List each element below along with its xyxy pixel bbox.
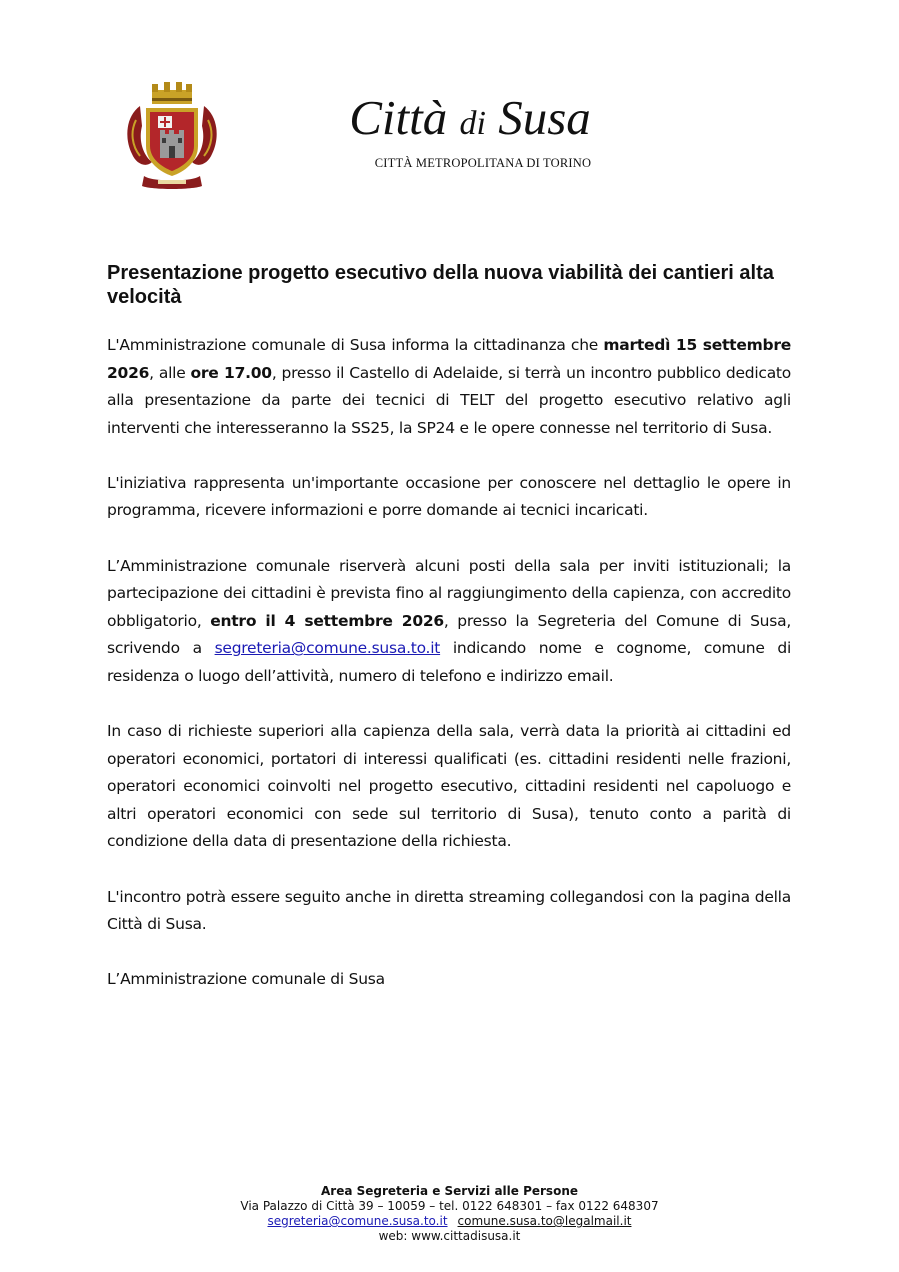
event-time: ore 17.00 [190, 363, 272, 382]
p3-text-1: L’Amministrazione comunale riserverà alcuni posti della sala per inviti istituzionali; la partecipazione dei cittadini è prevista fino al raggiungimento della capienza, con accredito obbligatorio, [107, 556, 791, 630]
p1-text-2: , alle [149, 363, 191, 382]
footer-email-segreteria[interactable]: segreteria@comune.susa.to.it [267, 1214, 448, 1228]
coat-of-arms-icon [122, 76, 222, 192]
document-body [107, 332, 791, 1021]
paragraph-announcement [107, 332, 791, 442]
event-date: martedì 15 settembre 2026 [107, 336, 791, 382]
footer-emails [0, 1214, 899, 1229]
paragraph-priority: In caso di richieste superiori alla capienza della sala, verrà data la priorità ai cittadini ed operatori economici, portatori di interessi qualificati (es. cittadini residenti nelle frazioni, operatori economici coinvolti nel progetto esecutivo, cittadini residenti nel capoluogo e altri operatori economici con sede sul territorio di Susa), tenuto conto a parità di condizione della data di presentazione della richiesta. [107, 722, 791, 851]
paragraph-registration [107, 553, 791, 691]
page-footer [0, 1184, 899, 1244]
masthead [300, 88, 640, 171]
paragraph-streaming: L'incontro potrà essere seguito anche in diretta streaming collegandosi con la pagina della Città di Susa. [107, 887, 791, 934]
city-name-di: di [459, 105, 486, 142]
footer-email-pec[interactable]: comune.susa.to@legalmail.it [457, 1214, 632, 1228]
footer-address: Via Palazzo di Città 39 – 10059 – tel. 0122 648301 – fax 0122 648307 [240, 1199, 659, 1213]
registration-deadline: entro il 4 settembre 2026 [210, 611, 444, 630]
city-name [300, 88, 640, 154]
p1-text-3: , presso il Castello di Adelaide, si terrà un incontro pubblico dedicato alla presentazione da parte dei tecnici di TELT del progetto esecutivo relativo agli interventi che interesseranno la SS25, la SP24 e le opere connesse nel territorio di Susa. [107, 363, 791, 437]
city-name-part1: Città [349, 90, 448, 145]
p1-text-1: L'Amministrazione comunale di Susa informa la cittadinanza che [107, 336, 604, 354]
footer-web: web: www.cittadisusa.it [378, 1229, 521, 1243]
p3-text-2: , presso la Segreteria del Comune di Susa, scrivendo a [107, 611, 791, 658]
city-name-part2: Susa [498, 90, 591, 145]
document-title: Presentazione progetto esecutivo della nuova viabilità dei cantieri alta velocità [107, 262, 774, 308]
city-crest [122, 76, 222, 192]
paragraph-initiative: L'iniziativa rappresenta un'importante occasione per conoscere nel dettaglio le opere in programma, ricevere informazioni e porre domande ai tecnici incaricati. [107, 473, 791, 520]
city-subtitle: CITTÀ METROPOLITANA DI TORINO [374, 156, 592, 170]
footer-area: Area Segreteria e Servizi alle Persone [320, 1184, 578, 1198]
signature: L’Amministrazione comunale di Susa [107, 970, 385, 989]
segreteria-email-link[interactable]: segreteria@comune.susa.to.it [214, 639, 441, 658]
p3-text-3: indicando nome e cognome, comune di residenza o luogo dell’attività, numero di telefono e indirizzo email. [107, 639, 791, 685]
